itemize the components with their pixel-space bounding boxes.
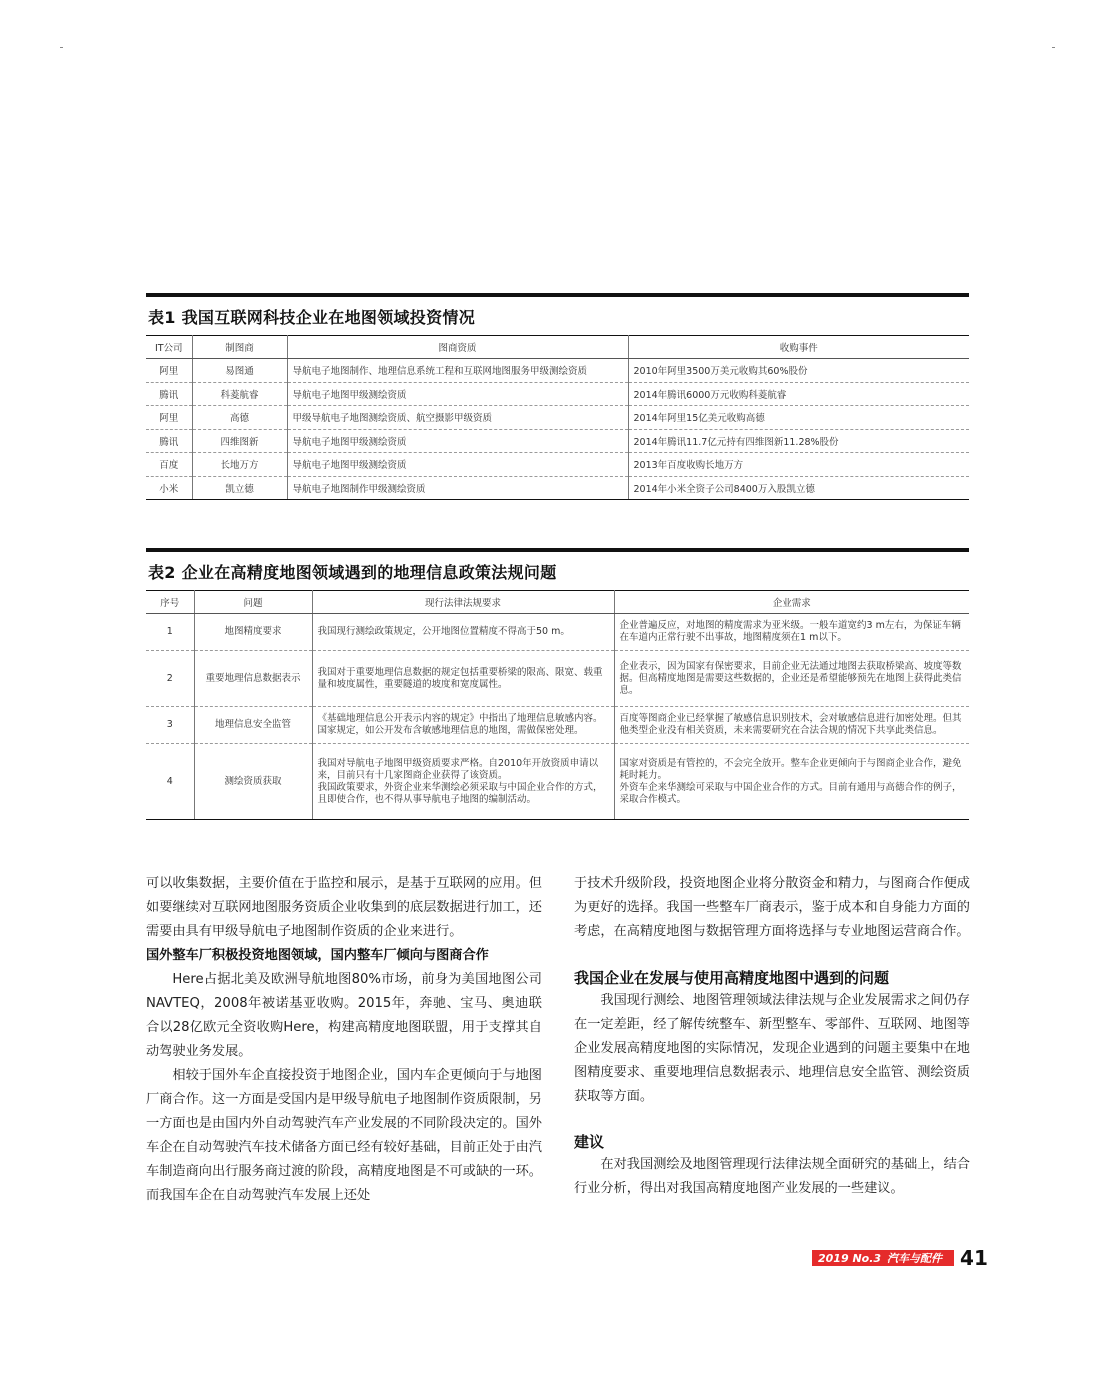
body-paragraph: Here占据北美及欧洲导航地图80%市场，前身为美国地图公司NAVTEQ，2008年被诺基亚收购。2015年，奔驰、宝马、奥迪联合以28亿欧元全资收购Here，构建高精度地图联盟，用于支撑其自动驾驶业务发展。 xyxy=(146,972,542,1059)
left-column xyxy=(146,872,542,1208)
table-cell: 2014年小米全资子公司8400万入股凯立德 xyxy=(628,476,969,500)
page-footer xyxy=(812,1248,988,1268)
table-cell: 阿里 xyxy=(146,359,192,383)
magazine-name: 汽车与配件 xyxy=(887,1252,943,1265)
table-row xyxy=(146,651,969,707)
table-cell: 2 xyxy=(146,651,194,707)
table-cell xyxy=(614,744,969,820)
table-cell: 2014年腾讯6000万元收购科菱航睿 xyxy=(628,382,969,406)
table2-header-cell: 问题 xyxy=(194,591,312,614)
table-cell: 易图通 xyxy=(192,359,287,383)
table1-header-cell: 制图商 xyxy=(192,336,287,359)
section-heading: 我国企业在发展与使用高精度地图中遇到的问题 xyxy=(574,969,890,987)
table-row xyxy=(146,382,969,406)
table-cell: 导航电子地图制作甲级测绘资质 xyxy=(287,476,628,500)
table-cell: 《基础地理信息公开表示内容的规定》中指出了地理信息敏感内容。国家规定，如公开发布含敏感地理信息的地图，需做保密处理。 xyxy=(312,707,614,744)
table-cell: 测绘资质获取 xyxy=(194,744,312,820)
table-cell: 百度等图商企业已经掌握了敏感信息识别技术，会对敏感信息进行加密处理。但其他类型企业没有相关资质，未来需要研究在合法合规的情况下共享此类信息。 xyxy=(614,707,969,744)
table1-header-cell: 图商资质 xyxy=(287,336,628,359)
table-row xyxy=(146,359,969,383)
table1-header-cell: 收购事件 xyxy=(628,336,969,359)
issue-badge xyxy=(812,1250,954,1266)
table1-header-row xyxy=(146,336,969,359)
table-cell: 导航电子地图甲级测绘资质 xyxy=(287,453,628,477)
table-row xyxy=(146,453,969,477)
section-subheading: 国外整车厂积极投资地图领域，国内整车厂倾向与图商合作 xyxy=(146,948,489,963)
table-cell: 地理信息安全监管 xyxy=(194,707,312,744)
table2-header-cell: 现行法律法规要求 xyxy=(312,591,614,614)
table-row xyxy=(146,744,969,820)
table-cell: 导航电子地图甲级测绘资质 xyxy=(287,429,628,453)
crop-mark xyxy=(60,47,63,48)
cell-line: 我国对导航电子地图甲级资质要求严格。自2010年开放资质申请以来，目前只有十几家图商企业获得了该资质。 xyxy=(317,757,599,781)
right-column xyxy=(574,872,970,1201)
body-paragraph: 相较于国外车企直接投资于地图企业，国内车企更倾向于与地图厂商合作。这一方面是受国内是甲级导航电子地图制作资质限制，另一方面也是由国内外自动驾驶汽车产业发展的不同阶段决定的。国外车企在自动驾驶汽车技术储备方面已经有较好基础，目前正处于由汽车制造商向出行服务商过渡的阶段，高精度地图是不可或缺的一环。而我国车企在自动驾驶汽车发展上还处 xyxy=(146,1068,542,1203)
table2-block xyxy=(146,548,969,820)
table2-title: 表2 企业在高精度地图领域遇到的地理信息政策法规问题 xyxy=(148,563,557,582)
table-cell: 我国对于重要地理信息数据的规定包括重要桥梁的限高、限宽、载重量和坡度属性，重要隧道的坡度和宽度属性。 xyxy=(312,651,614,707)
table2-header-cell: 企业需求 xyxy=(614,591,969,614)
table-cell: 4 xyxy=(146,744,194,820)
table-cell: 重要地理信息数据表示 xyxy=(194,651,312,707)
body-paragraph: 可以收集数据，主要价值在于监控和展示，是基于互联网的应用。但如要继续对互联网地图服务资质企业收集到的底层数据进行加工，还需要由具有甲级导航电子地图制作资质的企业来进行。 xyxy=(146,876,542,939)
table-cell: 四维图新 xyxy=(192,429,287,453)
issue-label: 2019 No.3 xyxy=(818,1251,882,1265)
table-cell: 甲级导航电子地图测绘资质、航空摄影甲级资质 xyxy=(287,406,628,430)
cell-line: 外资车企来华测绘可采取与中国企业合作的方式。目前有通用与高德合作的例子，采取合作模式。 xyxy=(619,781,962,805)
cell-line: 国家对资质是有管控的，不会完全放开。整车企业更倾向于与图商企业合作，避免耗时耗力。 xyxy=(619,757,962,781)
table-row xyxy=(146,476,969,500)
table-cell: 3 xyxy=(146,707,194,744)
table-row xyxy=(146,614,969,651)
table-cell: 科菱航睿 xyxy=(192,382,287,406)
body-paragraph: 在对我国测绘及地图管理现行法律法规全面研究的基础上，结合行业分析，得出对我国高精度地图产业发展的一些建议。 xyxy=(574,1157,970,1196)
table2 xyxy=(146,590,969,820)
body-paragraph: 我国现行测绘、地图管理领域法律法规与企业发展需求之间仍存在一定差距，经了解传统整车、新型整车、零部件、互联网、地图等企业发展高精度地图的实际情况，发现企业遇到的问题主要集中在地图精度要求、重要地理信息数据表示、地理信息安全监管、测绘资质获取等方面。 xyxy=(574,993,970,1104)
table-row xyxy=(146,406,969,430)
table-cell: 腾讯 xyxy=(146,429,192,453)
cell-line: 我国政策要求，外资企业来华测绘必须采取与中国企业合作的方式，且即使合作，也不得从事导航电子地图的编制活动。 xyxy=(317,781,603,805)
table-cell: 长地万方 xyxy=(192,453,287,477)
table-cell: 凯立德 xyxy=(192,476,287,500)
page-number: 41 xyxy=(960,1246,988,1270)
table-cell: 我国现行测绘政策规定，公开地图位置精度不得高于50 m。 xyxy=(312,614,614,651)
table-cell: 2014年阿里15亿美元收购高德 xyxy=(628,406,969,430)
table-cell: 企业普遍反应，对地图的精度需求为亚米级。一般车道宽约3 m左右，为保证车辆在车道内正常行驶不出事故，地图精度须在1 m以下。 xyxy=(614,614,969,651)
table2-header-cell: 序号 xyxy=(146,591,194,614)
table-cell: 腾讯 xyxy=(146,382,192,406)
table1-title: 表1 我国互联网科技企业在地图领域投资情况 xyxy=(148,308,476,327)
table-cell: 2013年百度收购长地万方 xyxy=(628,453,969,477)
table-cell: 小米 xyxy=(146,476,192,500)
table1 xyxy=(146,335,969,500)
table-cell: 高德 xyxy=(192,406,287,430)
table-row xyxy=(146,707,969,744)
table2-header-row xyxy=(146,591,969,614)
section-heading: 建议 xyxy=(574,1133,605,1151)
table-cell: 企业表示，因为国家有保密要求，目前企业无法通过地图去获取桥梁高、坡度等数据。但高精度地图是需要这些数据的，企业还是希望能够预先在地图上获得此类信息。 xyxy=(614,651,969,707)
table1-header-cell: IT公司 xyxy=(146,336,192,359)
body-paragraph: 于技术升级阶段，投资地图企业将分散资金和精力，与图商合作便成为更好的选择。我国一些整车厂商表示，鉴于成本和自身能力方面的考虑，在高精度地图与数据管理方面将选择与专业地图运营商合作。 xyxy=(574,876,970,939)
table-cell: 1 xyxy=(146,614,194,651)
table-cell: 导航电子地图制作、地理信息系统工程和互联网地图服务甲级测绘资质 xyxy=(287,359,628,383)
table-row xyxy=(146,429,969,453)
table-cell: 2010年阿里3500万美元收购其60%股份 xyxy=(628,359,969,383)
table1-block xyxy=(146,293,969,500)
table-cell: 2014年腾讯11.7亿元持有四维图新11.28%股份 xyxy=(628,429,969,453)
table-cell: 百度 xyxy=(146,453,192,477)
table-cell xyxy=(312,744,614,820)
crop-mark xyxy=(1052,47,1055,48)
table-cell: 导航电子地图甲级测绘资质 xyxy=(287,382,628,406)
table-cell: 阿里 xyxy=(146,406,192,430)
table-cell: 地图精度要求 xyxy=(194,614,312,651)
